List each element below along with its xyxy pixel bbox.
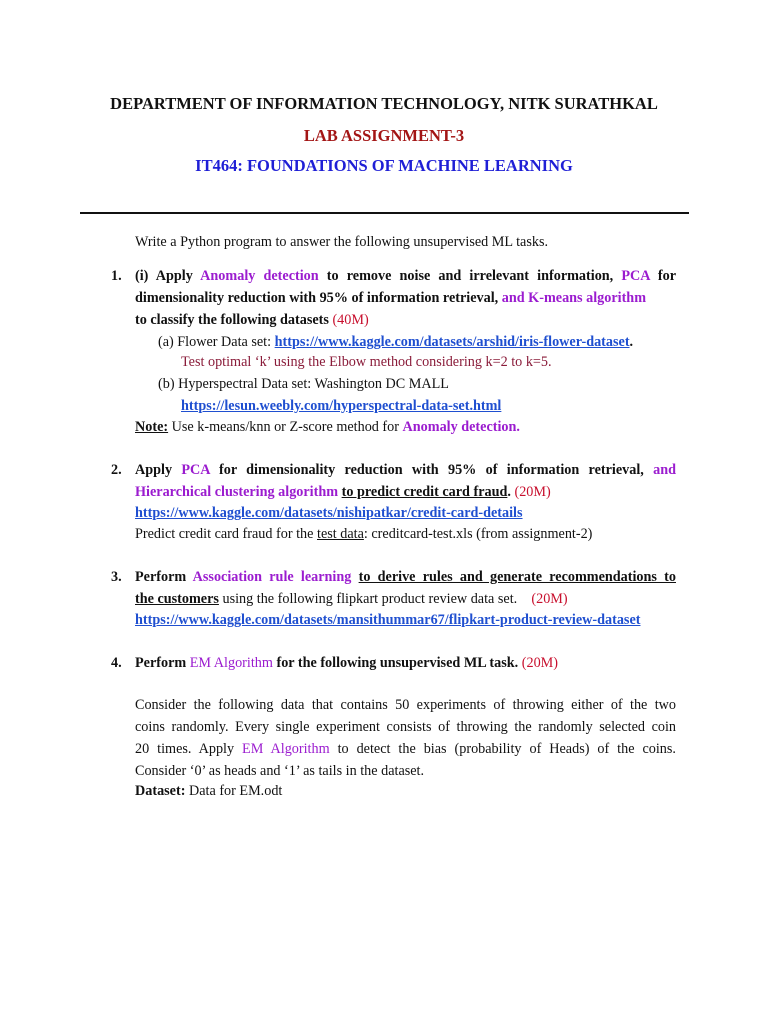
- course-title: IT464: FOUNDATIONS OF MACHINE LEARNING: [195, 156, 573, 175]
- q4-para-line2: coins randomly. Every single experiment consists of throwing the randomly selected coin: [135, 719, 676, 735]
- hyperspectral-link[interactable]: https://lesun.weebly.com/hyperspectral-data-set.html: [181, 398, 502, 414]
- q2-marks: (20M): [514, 484, 551, 500]
- q1-note: Note: Use k-means/knn or Z-score method for Anomaly detection.: [135, 419, 520, 435]
- q2-line1: Apply PCA for dimensionality reduction with 95% of information retrieval, and: [135, 462, 676, 478]
- q1-number: 1.: [111, 268, 122, 284]
- q2-link-row: [135, 503, 523, 523]
- iris-dataset-link[interactable]: https://www.kaggle.com/datasets/arshid/iris-flower-dataset: [274, 334, 630, 350]
- q4-number: 4.: [111, 655, 122, 671]
- q4-para-line1: Consider the following data that contains 50 experiments of throwing either of the two: [135, 697, 676, 713]
- q3-link-row: [135, 610, 640, 630]
- q1-item-b: (b) Hyperspectral Data set: Washington DC MALL: [158, 376, 449, 392]
- credit-card-link[interactable]: https://www.kaggle.com/datasets/nishipatkar/credit-card-details: [135, 505, 523, 521]
- flipkart-link[interactable]: https://www.kaggle.com/datasets/mansithummar67/flipkart-product-review-dataset: [135, 612, 641, 628]
- q4-dataset: Dataset: Data for EM.odt: [135, 783, 283, 799]
- q3-marks: (20M): [531, 591, 568, 607]
- anomaly-term: Anomaly detection: [200, 268, 319, 284]
- q1-elbow-note: Test optimal ‘k’ using the Elbow method considering k=2 to k=5.: [181, 354, 552, 370]
- q3-line2: the customers using the following flipkart product review data set. (20M): [135, 591, 568, 607]
- q4-para-line4: Consider ‘0’ as heads and ‘1’ as tails in the dataset.: [135, 763, 425, 779]
- q2-line4: Predict credit card fraud for the test data: creditcard-test.xls (from assignment-2): [135, 526, 593, 542]
- q2-line2: Hierarchical clustering algorithm to predict credit card fraud. (20M): [135, 484, 551, 500]
- assignment-title: LAB ASSIGNMENT-3: [303, 126, 465, 145]
- q1-line3: to classify the following datasets (40M): [135, 312, 369, 328]
- q1-hyperspectral-link-row: [181, 396, 501, 416]
- q1-marks: (40M): [332, 312, 369, 328]
- q1-line2: dimensionality reduction with 95% of information retrieval, and K-means algorithm: [135, 290, 647, 306]
- q2-number: 2.: [111, 462, 122, 478]
- q4-marks: (20M): [521, 655, 559, 671]
- department-title: DEPARTMENT OF INFORMATION TECHNOLOGY, NITK SURATHKAL: [110, 94, 658, 113]
- q3-line1: Perform Association rule learning to derive rules and generate recommendations to: [135, 569, 676, 585]
- intro-text: Write a Python program to answer the following unsupervised ML tasks.: [135, 234, 549, 250]
- q4-line1: Perform EM Algorithm for the following unsupervised ML task. (20M): [135, 655, 559, 671]
- q4-para-line3: 20 times. Apply EM Algorithm to detect the bias (probability of Heads) of the coins.: [135, 741, 676, 757]
- q3-number: 3.: [111, 569, 122, 585]
- pca-term: PCA: [621, 268, 650, 284]
- q1-line1: (i) Apply Anomaly detection to remove noise and irrelevant information, PCA for: [135, 268, 677, 284]
- kmeans-term: and K-means algorithm: [501, 290, 647, 306]
- q1-item-a: (a) Flower Data set: https://www.kaggle.com/datasets/arshid/iris-flower-dataset.: [158, 334, 634, 350]
- horizontal-rule: [80, 212, 689, 214]
